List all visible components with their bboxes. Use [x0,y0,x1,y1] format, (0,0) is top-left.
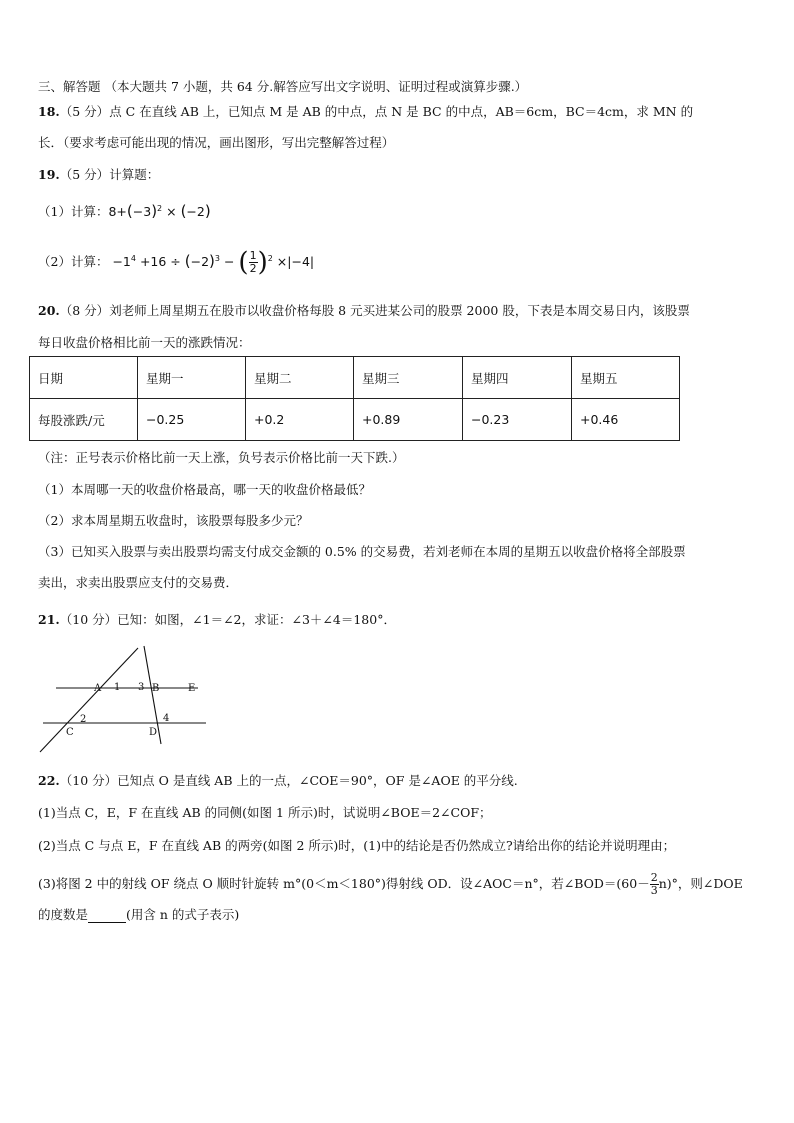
q22-number: 22. [38,773,60,788]
q21-line [38,612,396,628]
q20-score: （8 分） [59,303,110,318]
q20-sub3-line2: 卖出，求卖出股票应支付的交易费． [38,575,239,590]
q21-figure [38,642,218,757]
q19-title: 计算题： [109,167,160,182]
q21-number: 21. [38,612,60,627]
q22-sub3 [38,872,743,897]
q19-part1-label: （1）计算： [38,204,109,219]
header-cell: 星期五 [572,357,680,399]
angle-4-label: 4 [163,713,170,724]
q20-note: （注：正号表示价格比前一天上涨，负号表示价格比前一天下跌.） [38,450,405,465]
q22-sub2: (2)当点 C 与点 E，F 在直线 AB 的两旁(如图 2 所示)时，(1)中的结论是否仍然成立?请给出你的结论并说明理由； [38,838,676,853]
value-cell: −0.25 [138,399,246,441]
point-e-label: E [188,683,196,694]
q22-sub3-part-a: (3)将图 2 中的射线 OF 绕点 O 顺时针旋转 m°(0＜m＜180°)得射线 OD．设∠AOC＝n°，若∠BOD＝(60－ [38,876,650,891]
stock-price-table [29,356,680,441]
q22-sub3-part-c: 的度数是 [38,907,89,922]
q21-text: 已知：如图，∠1＝∠2，求证：∠3＋∠4＝180°． [117,612,396,627]
q18-text: 点 C 在直线 AB 上，已知点 M 是 AB 的中点，点 N 是 BC 的中点，AB＝6cm，BC＝4cm，求 MN 的 [109,104,694,119]
q22-sub3-part-d: (用含 n 的式子表示) [126,907,240,922]
table-header-row [30,357,680,399]
value-cell: +0.46 [572,399,680,441]
q19-part1 [38,203,211,220]
q22-sub1: (1)当点 C，E，F 在直线 AB 的同侧(如图 1 所示)时，试说明∠BOE＝2∠COF； [38,805,492,820]
q20-line2: 每日收盘价格相比前一天的涨跌情况： [38,335,251,350]
q22-sub3-part-b: n)°，则∠DOE [658,876,743,891]
q18-line1 [38,104,693,120]
value-cell: −0.23 [463,399,572,441]
q20-text: 刘老师上周星期五在股市以收盘价格每股 8 元买进某公司的股票 2000 股，下表是本周交易日内，该股票 [109,303,690,318]
q22-sub3-line2 [38,907,239,923]
q20-sub2: （2）求本周星期五收盘时，该股票每股多少元？ [38,513,309,528]
q19-part2 [38,247,315,278]
q19-expr2: $-1^4 +16 \div (-2)^3$ − ( $\frac{1}{2}$ )$^2$ ×|−4| [112,247,315,278]
q18-score: （5 分） [59,104,110,119]
q20-sub1: （1）本周哪一天的收盘价格最高，哪一天的收盘价格最低？ [38,482,371,497]
q20-sub3-line1: （3）已知买入股票与卖出股票均需支付成交金额的 0.5% 的交易费，若刘老师在本周的星期五以收盘价格将全部股票 [38,544,686,559]
angle-1-label: 1 [114,682,121,693]
row-label: 每股涨跌/元 [30,399,138,441]
q18-line2: 长．（要求考虑可能出现的情况，画出图形，写出完整解答过程） [38,135,395,150]
q19-expr1: $8+(-3)^2 \times (-2)$ [108,202,211,220]
point-b-label: B [152,683,160,694]
header-cell: 星期四 [463,357,572,399]
point-a-label: A [94,683,102,694]
header-cell: 星期二 [246,357,354,399]
section-header: 三、解答题 （本大题共 7 小题，共 64 分.解答应写出文字说明、证明过程或演算步骤.） [38,79,528,94]
q20-line1 [38,303,690,319]
point-d-label: D [149,727,158,738]
header-cell: 星期一 [138,357,246,399]
answer-blank[interactable] [88,910,126,923]
q22-score: （10 分） [59,773,118,788]
q19-header [38,167,159,183]
header-cell: 日期 [30,357,138,399]
transversal-AC [40,648,138,752]
table-row [30,399,680,441]
q20-number: 20. [38,303,60,318]
angle-2-label: 2 [80,714,87,725]
q19-number: 19. [38,167,60,182]
q18-number: 18. [38,104,60,119]
q19-score: （5 分） [59,167,110,182]
point-c-label: C [66,727,74,738]
angle-3-label: 3 [138,682,145,693]
header-cell: 星期三 [354,357,463,399]
q21-score: （10 分） [59,612,118,627]
value-cell: +0.89 [354,399,463,441]
value-cell: +0.2 [246,399,354,441]
q19-part2-label: （2）计算： [38,254,113,269]
q22-text: 已知点 O 是直线 AB 上的一点，∠COE＝90°，OF 是∠AOE 的平分线. [117,773,518,788]
q22-line1 [38,773,518,789]
fraction-two-thirds: $\frac{2}{3}$ [650,871,658,897]
